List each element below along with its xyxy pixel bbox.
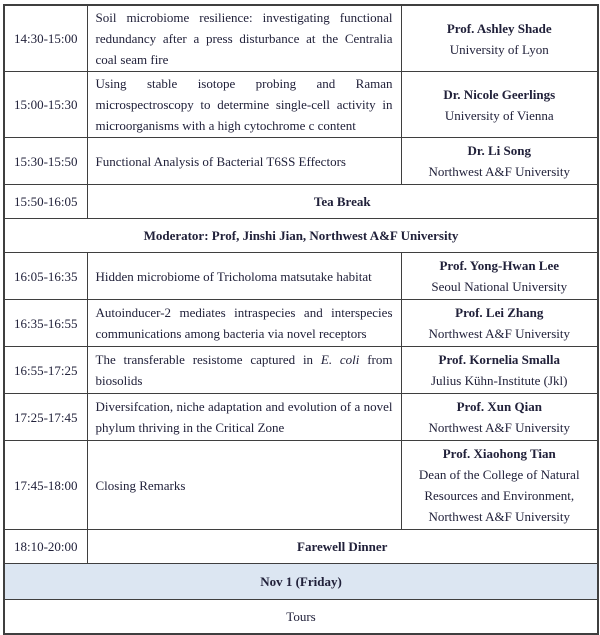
session-time: 15:00-15:30	[4, 72, 87, 138]
table-row	[4, 564, 598, 600]
table-row	[4, 72, 598, 138]
session-title: Hidden microbiome of Tricholoma matsutake habitat	[87, 253, 401, 300]
speaker-affiliation: Seoul National University	[431, 279, 568, 294]
schedule-body	[4, 5, 598, 634]
speaker-cell	[401, 72, 598, 138]
session-title: Closing Remarks	[87, 441, 401, 530]
speaker-name: Prof. Yong-Hwan Lee	[439, 258, 560, 273]
speaker-name: Prof. Xiaohong Tian	[442, 446, 556, 461]
session-time: 17:45-18:00	[4, 441, 87, 530]
table-row	[4, 185, 598, 219]
speaker-name: Dr. Li Song	[467, 143, 531, 158]
italic-species-name: E. coli	[320, 352, 360, 367]
table-row	[4, 347, 598, 394]
speaker-affiliation: Northwest A&F University	[428, 164, 571, 179]
table-row	[4, 5, 598, 72]
speaker-affiliation: Northwest A&F University	[428, 420, 571, 435]
table-row	[4, 530, 598, 564]
event-label: Farewell Dinner	[87, 530, 598, 564]
day-header: Nov 1 (Friday)	[4, 564, 598, 600]
speaker-cell	[401, 5, 598, 72]
event-label: Tea Break	[87, 185, 598, 219]
schedule-table	[3, 4, 599, 635]
speaker-name: Prof. Ashley Shade	[446, 20, 552, 36]
speaker-affiliation: Dean of the College of Natural Resources and Environment, Northwest A&F University	[418, 467, 580, 524]
session-time: 18:10-20:00	[4, 530, 87, 564]
speaker-name: Prof. Lei Zhang	[455, 305, 544, 320]
speaker-cell	[401, 300, 598, 347]
session-title: Diversifcation, niche adaptation and evolution of a novel phylum thriving in the Critical Zone	[87, 394, 401, 441]
table-row	[4, 441, 598, 530]
table-row	[4, 300, 598, 347]
table-row	[4, 600, 598, 635]
speaker-cell	[401, 253, 598, 300]
session-time: 14:30-15:00	[4, 5, 87, 72]
session-title: Functional Analysis of Bacterial T6SS Effectors	[87, 138, 401, 185]
speaker-name: Prof. Xun Qian	[456, 399, 542, 414]
session-title: The transferable resistome captured in E. coli from biosolids	[87, 347, 401, 394]
speaker-cell	[401, 138, 598, 185]
session-time: 15:30-15:50	[4, 138, 87, 185]
session-title: Using stable isotope probing and Raman microspectroscopy to determine single-cell activity in microorganisms with a high cytochrome c content	[87, 72, 401, 138]
session-time: 16:35-16:55	[4, 300, 87, 347]
table-row	[4, 219, 598, 253]
speaker-cell	[401, 347, 598, 394]
session-title: Autoinducer-2 mediates intraspecies and interspecies communications among bacteria via novel receptors	[87, 300, 401, 347]
speaker-affiliation: Northwest A&F University	[428, 326, 571, 341]
speaker-cell	[401, 441, 598, 530]
row-label: Moderator: Prof, Jinshi Jian, Northwest A&F University	[4, 219, 598, 253]
session-title: Soil microbiome resilience: investigating functional redundancy after a press disturbance at the Centralia coal seam fire	[87, 5, 401, 72]
speaker-affiliation: University of Lyon	[449, 41, 549, 57]
session-time: 16:55-17:25	[4, 347, 87, 394]
speaker-name: Prof. Kornelia Smalla	[438, 352, 560, 367]
speaker-name: Dr. Nicole Geerlings	[443, 86, 556, 102]
row-label: Tours	[4, 600, 598, 635]
table-row	[4, 394, 598, 441]
speaker-cell	[401, 394, 598, 441]
session-time: 15:50-16:05	[4, 185, 87, 219]
speaker-affiliation: University of Vienna	[444, 107, 554, 123]
table-row	[4, 138, 598, 185]
table-row	[4, 253, 598, 300]
session-time: 17:25-17:45	[4, 394, 87, 441]
speaker-affiliation: Julius Kühn-Institute (Jkl)	[431, 373, 568, 388]
session-time: 16:05-16:35	[4, 253, 87, 300]
